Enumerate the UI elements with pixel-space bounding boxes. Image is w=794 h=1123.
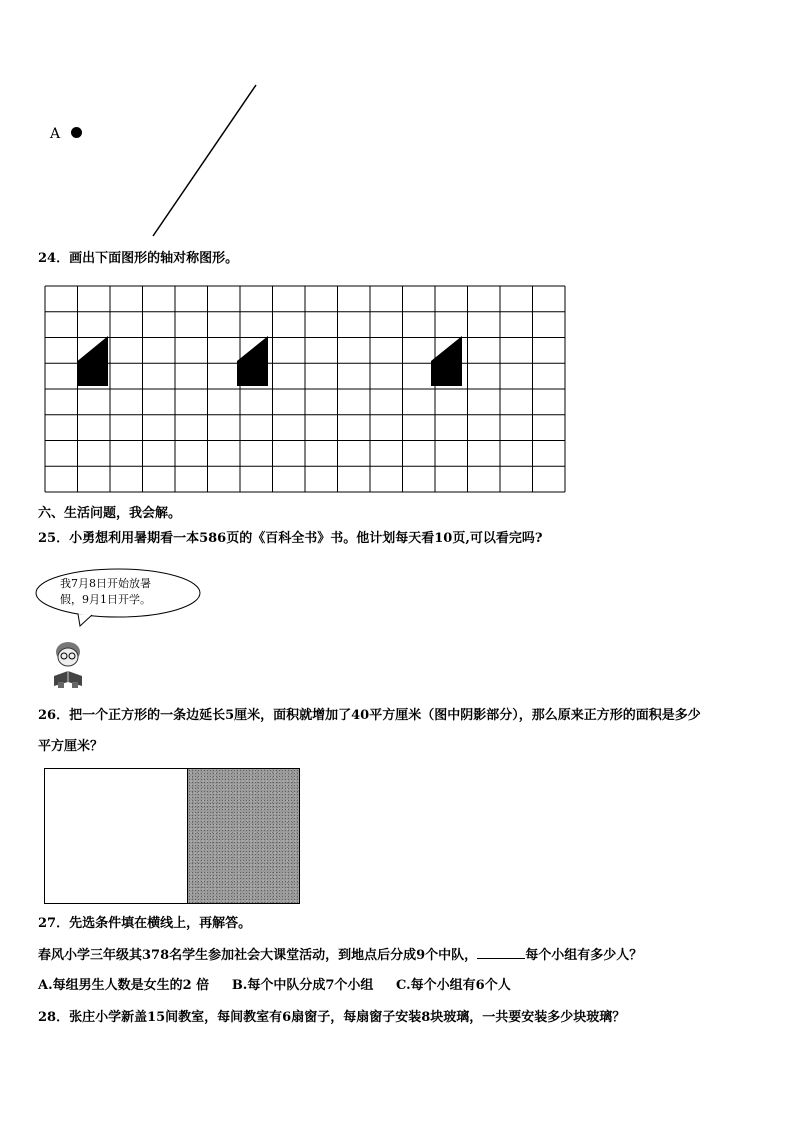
bubble-line-2: 假，9月1日开学。 (60, 593, 151, 606)
q27-problem-after: 每个小组有多少人？ (525, 948, 643, 963)
boy-reading-icon (50, 640, 86, 690)
question-26-line-2: 平方厘米？ (38, 739, 104, 754)
bubble-line-1: 我7月8日开始放暑 (60, 577, 151, 590)
question-25: 25．小勇想利用暑期看一本586页的《百科全书》书。他计划每天看10页,可以看完吗? (38, 531, 543, 546)
question-27-options: A.每组男生人数是女生的2 倍 B.每个中队分成7个小组 C.每个小组有6个人 (38, 978, 511, 993)
question-27-problem (38, 946, 642, 965)
question-28: 28．张庄小学新盖15间教室，每间教室有6扇窗子，每扇窗子安装8块玻璃，一共要安装多少块玻璃？ (38, 1010, 626, 1025)
question-26-line-1: 26．把一个正方形的一条边延长5厘米，面积就增加了40平方厘米（图中阴影部分），那么原来正方形的面积是多少 (38, 708, 701, 723)
question-24: 24．画出下面图形的轴对称图形。 (38, 251, 239, 266)
question-27-title: 27．先选条件填在横线上，再解答。 (38, 916, 252, 931)
diagonal-line (0, 0, 794, 260)
section-6-heading: 六、生活问题，我会解。 (38, 506, 182, 521)
answer-blank[interactable] (477, 946, 525, 959)
original-square (44, 768, 187, 904)
shape-2 (237, 336, 268, 386)
shaded-extension (187, 768, 300, 904)
shape-3 (431, 336, 462, 386)
shape-1 (78, 336, 109, 386)
point-a-label: A (50, 126, 61, 142)
speech-bubble-text (60, 576, 190, 608)
q27-problem-before: 春风小学三年级其378名学生参加社会大课堂活动，到地点后分成9个中队， (38, 948, 478, 963)
symmetry-grid (44, 285, 566, 493)
